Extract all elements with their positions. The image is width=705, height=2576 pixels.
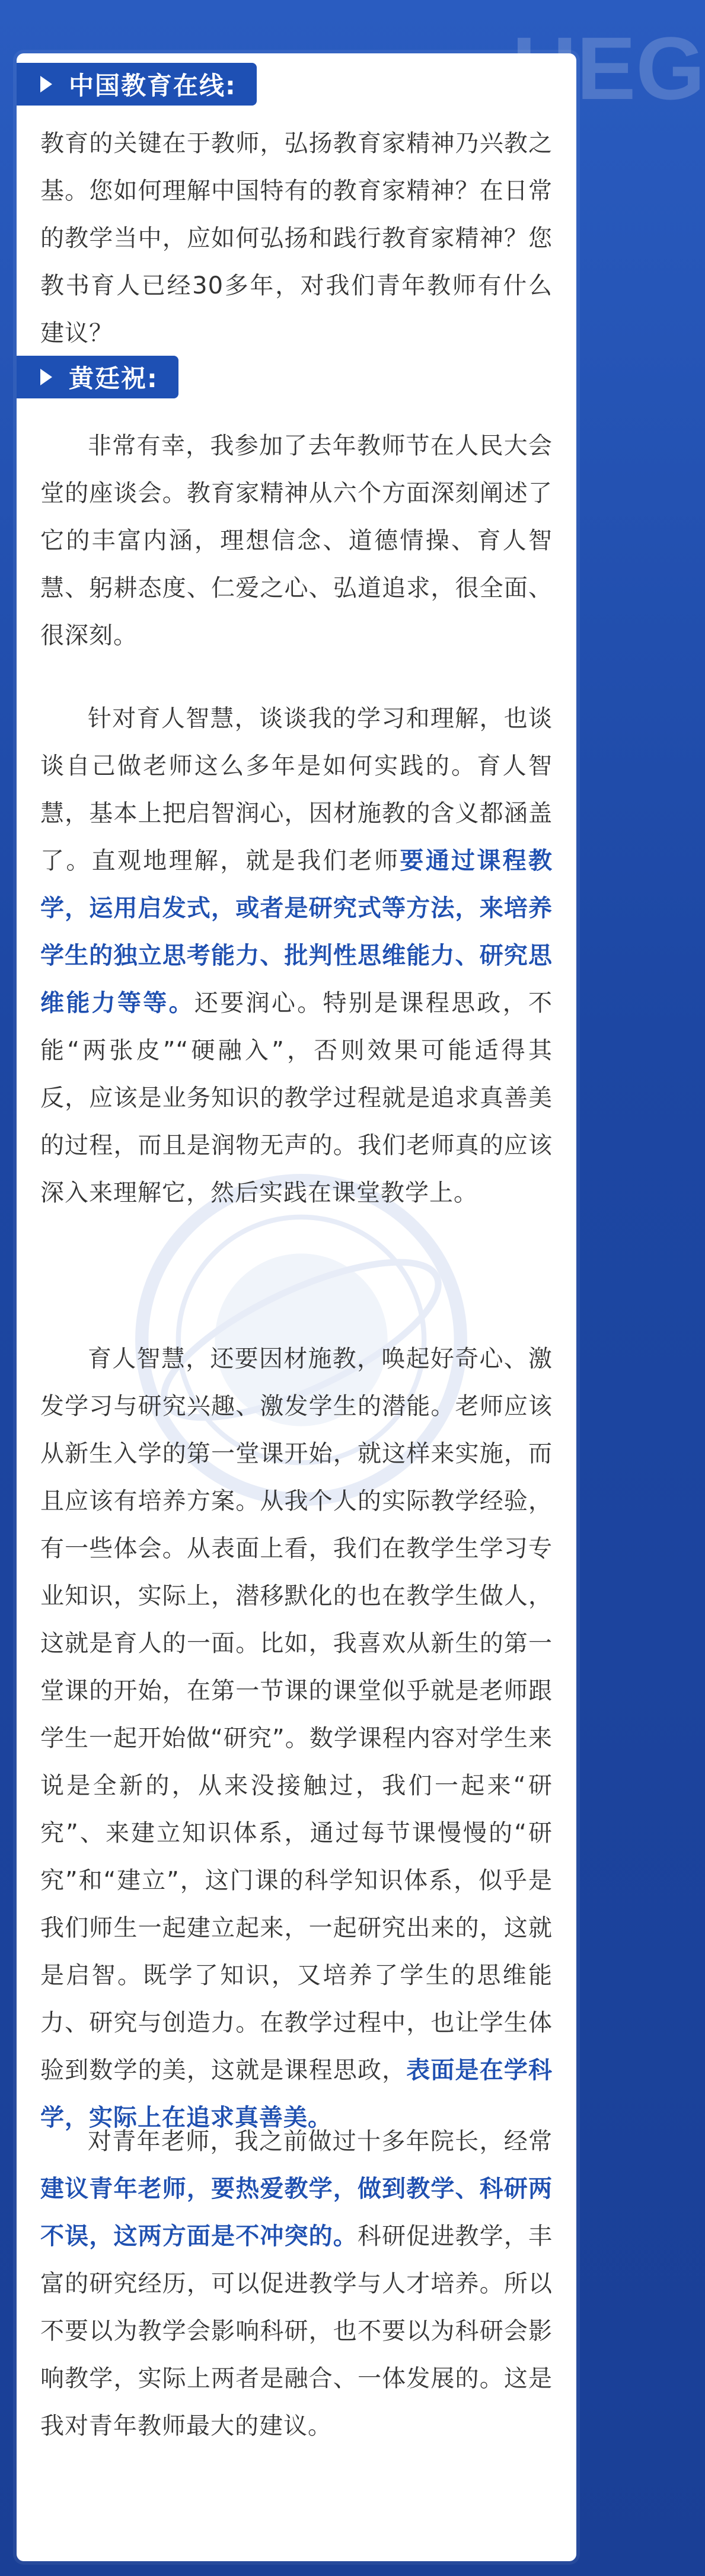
answer-label-text: 黄廷祝: — [69, 364, 158, 393]
corner-watermark: UEG — [512, 18, 705, 118]
question-label — [17, 63, 257, 106]
answer-paragraph-1: 非常有幸，我参加了去年教师节在人民大会堂的座谈会。教育家精神从六个方面深刻阐述了它的丰富内涵，理想信念、道德情操、育人智慧、躬耕态度、仁爱之心、弘道追求，很全面、很深刻。 — [40, 432, 553, 649]
answer-paragraph-2 — [40, 695, 553, 1217]
paragraph-text: 还要润心。特别是课程思政，不能“两张皮”“硬融入”，否则效果可能适得其反，应该是业务知识的教学过程就是追求真善美的过程，而且是润物无声的。我们老师真的应该深入来理解它，然后实践在课堂教学上。 — [40, 989, 553, 1206]
triangle-icon — [40, 369, 52, 385]
highlight-text: 要通过课程教学，运用启发式，或者是研究式等方法，来培养学生的独立思考能力、批判性思维能力、研究思维能力等等。 — [40, 847, 553, 1017]
paragraph-text: 育人智慧，还要因材施教，唤起好奇心、激发学习与研究兴趣、激发学生的潜能。老师应该从新生入学的第一堂课开始，就这样来实施，而且应该有培养方案。从我个人的实际教学经验，有一些体会。从表面上看，我们在教学生学习专业知识，实际上，潜移默化的也在教学生做人，这就是育人的一面。比如，我喜欢从新生的第一堂课的开始，在第一节课的课堂似乎就是老师跟学生一起开始做“研究”。数学课程内容对学生来说是全新的，从来没接触过，我们一起来“研究”、来建立知识体系，通过每节课慢慢的“研究”和“建立”，这门课的科学知识体系，似乎是我们师生一起建立起来，一起研究出来的，这就是启智。既学了知识，又培养了学生的思维能力、研究与创造力。在教学过程中，也让学生体验到数学的美，这就是课程思政， — [40, 1345, 553, 2084]
highlight-text: 表面是在学科学，实际上在追求真善美。 — [40, 2057, 553, 2131]
paragraph-text: 针对育人智慧，谈谈我的学习和理解，也谈谈自己做老师这么多年是如何实践的。育人智慧，基本上把启智润心，因材施教的含义都涵盖了。直观地理解，就是我们老师 — [40, 705, 553, 874]
question-label-text: 中国教育在线: — [69, 71, 237, 100]
answer-label — [17, 356, 178, 398]
paragraph-text: 科研促进教学，丰富的研究经历，可以促进教学与人才培养。所以不要以为教学会影响科研，也不要以为科研会影响教学，实际上两者是融合、一体发展的。这是我对青年教师最大的建议。 — [40, 2223, 553, 2440]
triangle-icon — [40, 76, 52, 92]
question-text: 教育的关键在于教师，弘扬教育家精神乃兴教之基。您如何理解中国特有的教育家精神？在日常的教学当中，应如何弘扬和践行教育家精神？您教书育人已经30多年，对我们青年教师有什么建议？ — [40, 130, 553, 347]
paragraph-text: 对青年老师，我之前做过十多年院长，经常 — [88, 2128, 553, 2155]
answer-paragraph-4 — [40, 2118, 553, 2450]
answer-paragraph-3 — [40, 1335, 553, 2141]
article-card — [17, 53, 576, 2561]
highlight-text: 建议青年老师，要热爱教学，做到教学、科研两不误，这两方面是不冲突的。 — [40, 2175, 553, 2250]
